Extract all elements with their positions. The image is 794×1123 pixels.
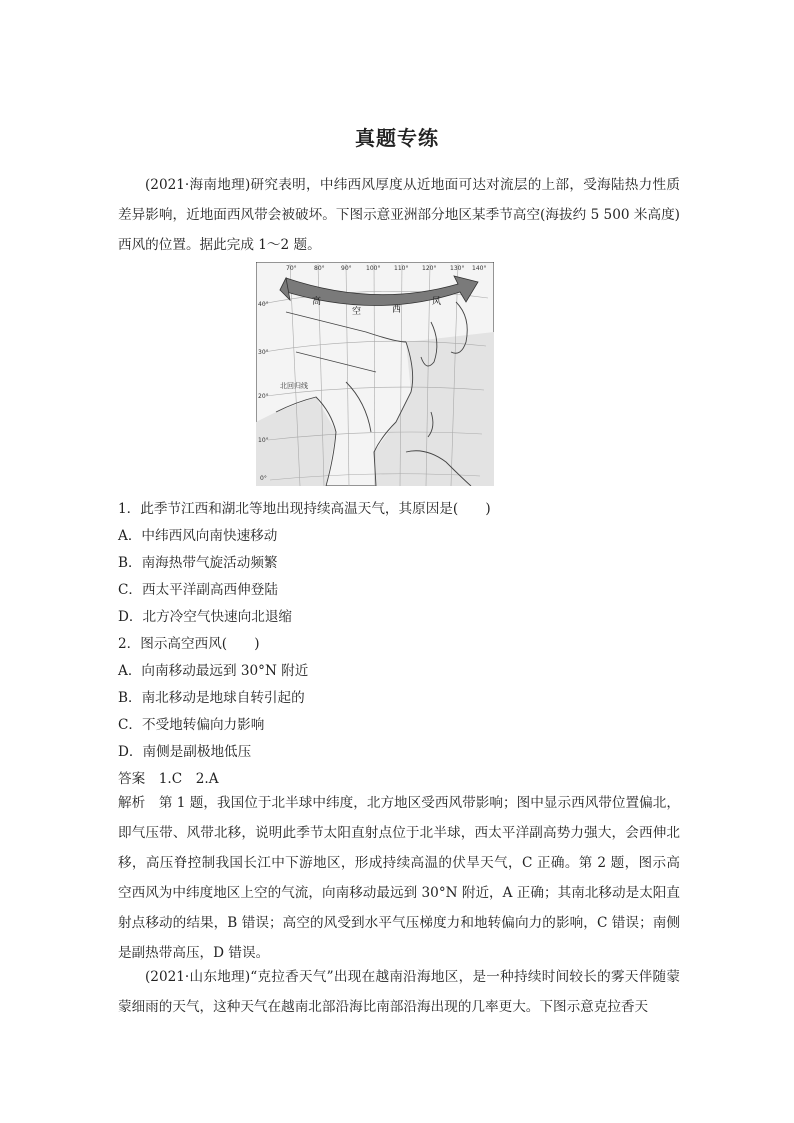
question-1-stem: 1．此季节江西和湖北等地出现持续高温天气，其原因是( ) bbox=[118, 501, 491, 517]
question-1-option-d: D．北方冷空气快速向北退缩 bbox=[118, 609, 293, 625]
question-2-option-d: D．南侧是副极地低压 bbox=[118, 744, 252, 760]
map-lon-label: 90° bbox=[341, 265, 352, 272]
map-tropic-label: 北回归线 bbox=[280, 382, 308, 390]
map-lat-label: 30° bbox=[258, 349, 269, 356]
map-lon-label: 140° bbox=[472, 265, 487, 272]
question-1-option-c: C．西太平洋副高西伸登陆 bbox=[118, 582, 278, 598]
question-2-stem: 2．图示高空西风( ) bbox=[118, 636, 260, 652]
question-2-option-b: B．南北移动是地球自转引起的 bbox=[118, 690, 305, 706]
page-title: 真题专练 bbox=[355, 126, 439, 150]
map-arrow-char: 风 bbox=[432, 297, 442, 307]
map-arrow-char: 高 bbox=[312, 297, 322, 307]
map-arrow-char: 西 bbox=[392, 305, 402, 315]
question-2-option-c: C．不受地转偏向力影响 bbox=[118, 717, 265, 733]
map-lon-label: 110° bbox=[394, 265, 409, 272]
map-figure bbox=[256, 262, 494, 486]
question-1-option-a: A．中纬西风向南快速移动 bbox=[118, 528, 278, 544]
map-lon-label: 120° bbox=[422, 265, 437, 272]
map-lon-label: 70° bbox=[286, 265, 297, 272]
map-lat-label: 40° bbox=[258, 301, 269, 308]
map-lat-label: 0° bbox=[260, 475, 267, 482]
map-lon-label: 130° bbox=[450, 265, 465, 272]
map-lat-label: 10° bbox=[258, 437, 269, 444]
question-1-option-b: B．南海热带气旋活动频繁 bbox=[118, 555, 278, 571]
westerlies-map bbox=[256, 262, 494, 486]
intro-paragraph-1: (2021·海南地理)研究表明，中纬西风厚度从近地面可达对流层的上部，受海陆热力性质差异影响，近地面西风带会被破坏。下图示意亚洲部分地区某季节高空(海拔约 5 500 米高度)西风的位置。据此完成 1～2 题。 bbox=[118, 177, 680, 253]
map-lon-label: 100° bbox=[366, 265, 381, 272]
map-lon-label: 80° bbox=[314, 265, 325, 272]
map-lat-label: 20° bbox=[258, 393, 269, 400]
analysis-paragraph: 解析 第 1 题，我国位于北半球中纬度，北方地区受西风带影响；图中显示西风带位置偏北，即气压带、风带北移，说明此季节太阳直射点位于北半球，西太平洋副高势力强大，会西伸北移，高压脊控制我国长江中下游地区，形成持续高温的伏旱天气，C 正确。第 2 题，图示高空西风为中纬度地区上空的气流，向南移动最远到 30°N 附近，A 正确；其南北移动是太阳直射点移动的结果，B 错误；高空的风受到水平气压梯度力和地转偏向力的影响，C 错误；南侧是副热带高压，D 错误。 bbox=[118, 795, 680, 961]
intro-paragraph-2: (2021·山东地理)“克拉香天气”出现在越南沿海地区，是一种持续时间较长的雾天伴随蒙蒙细雨的天气，这种天气在越南北部沿海比南部沿海出现的几率更大。下图示意克拉香天 bbox=[118, 969, 680, 1015]
question-2-option-a: A．向南移动最远到 30°N 附近 bbox=[118, 663, 309, 679]
map-arrow-char: 空 bbox=[352, 307, 362, 317]
answer-line: 答案 1.C 2.A bbox=[118, 771, 219, 787]
